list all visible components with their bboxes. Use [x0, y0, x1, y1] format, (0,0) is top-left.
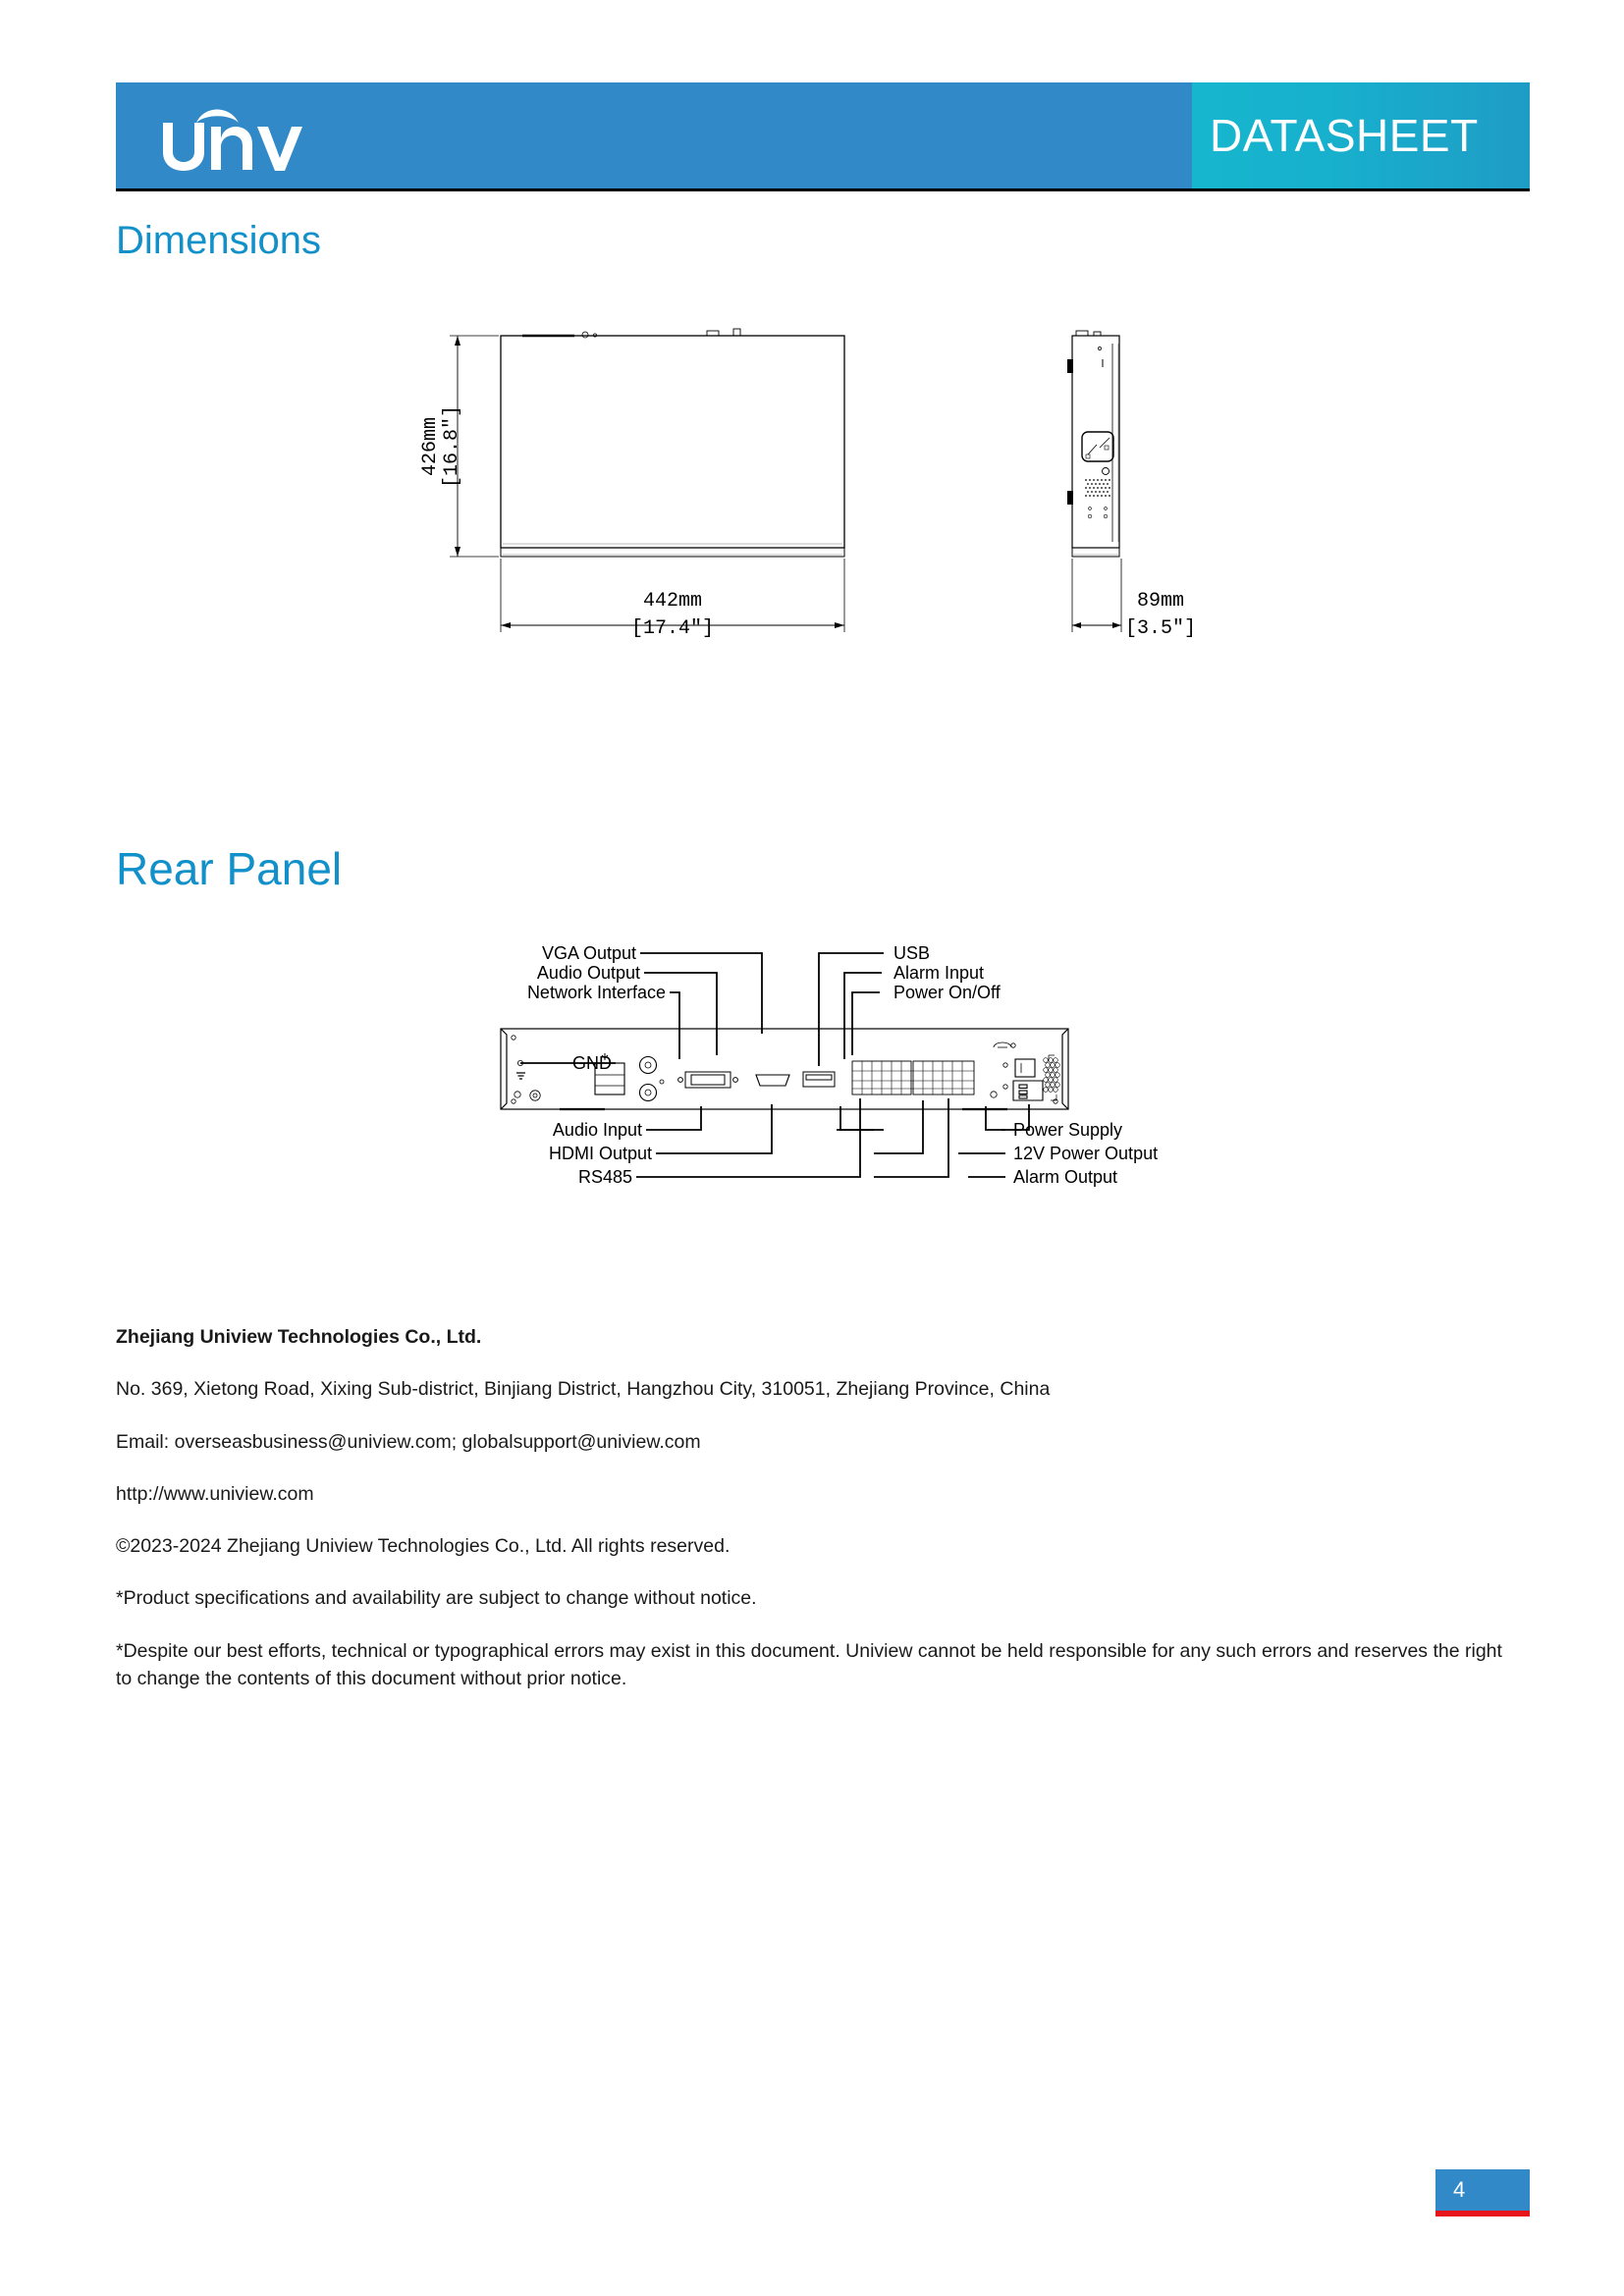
callout-hdmi-output: HDMI Output — [548, 1144, 652, 1163]
header-brand-area — [116, 82, 1192, 188]
header-doctype-area — [1192, 82, 1530, 188]
footer-website: http://www.uniview.com — [116, 1482, 314, 1505]
callout-usb: USB — [893, 943, 931, 963]
callout-12v-power-output: 12V Power Output — [1013, 1144, 1159, 1163]
callout-rs485: RS485 — [577, 1167, 632, 1187]
dim-height-mm: 426mm — [419, 416, 442, 477]
dim-width-in: [17.4"] — [630, 617, 715, 640]
callout-alarm-output: Alarm Output — [1013, 1167, 1118, 1187]
datasheet-label: DATASHEET — [1210, 110, 1479, 161]
footer-company-name: Zhejiang Uniview Technologies Co., Ltd. — [116, 1326, 482, 1348]
callout-audio-output: Audio Output — [536, 963, 640, 983]
callout-power-supply: Power Supply — [1013, 1120, 1123, 1140]
footer-copyright: ©2023-2024 Zhejiang Uniview Technologies Co., Ltd. All rights reserved. — [116, 1535, 731, 1558]
callout-power-onoff: Power On/Off — [893, 983, 1001, 1002]
dim-height-in: [16.8"] — [441, 404, 463, 489]
page-number-underline — [1435, 2211, 1530, 2216]
callout-network-interface: Network Interface — [526, 983, 666, 1002]
footer-contact-block — [116, 1323, 1510, 1692]
callout-audio-input: Audio Input — [552, 1120, 642, 1140]
footer-notice-specifications: *Product specifications and availability are subject to change without notice. — [116, 1587, 757, 1610]
rear-panel-diagram — [412, 937, 1198, 1232]
dim-depth-mm: 89mm — [1136, 590, 1185, 613]
page-number: 4 — [1435, 2169, 1530, 2211]
footer-notice-errors: *Despite our best efforts, technical or typographical errors may exist in this document. Uniview cannot be held responsible for any such errors and reserves the right to change the contents of this document without prior notice. — [116, 1639, 1502, 1689]
dim-width-mm: 442mm — [642, 590, 703, 613]
callout-gnd: GND — [572, 1053, 612, 1073]
callout-alarm-input: Alarm Input — [893, 963, 985, 983]
header-divider-rule — [116, 188, 1530, 191]
page-header — [116, 82, 1530, 188]
dim-depth-in: [3.5"] — [1124, 617, 1197, 640]
callout-vga-output: VGA Output — [541, 943, 636, 963]
unv-logo — [151, 93, 308, 178]
section-title-rear-panel: Rear Panel — [116, 843, 343, 894]
footer-email: Email: overseasbusiness@uniview.com; globalsupport@uniview.com — [116, 1430, 701, 1453]
section-title-dimensions: Dimensions — [116, 219, 321, 262]
dimensions-drawing — [412, 316, 1237, 748]
footer-address: No. 369, Xietong Road, Xixing Sub-district, Binjiang District, Hangzhou City, 310051, Zhejiang Province, China — [116, 1378, 1051, 1401]
